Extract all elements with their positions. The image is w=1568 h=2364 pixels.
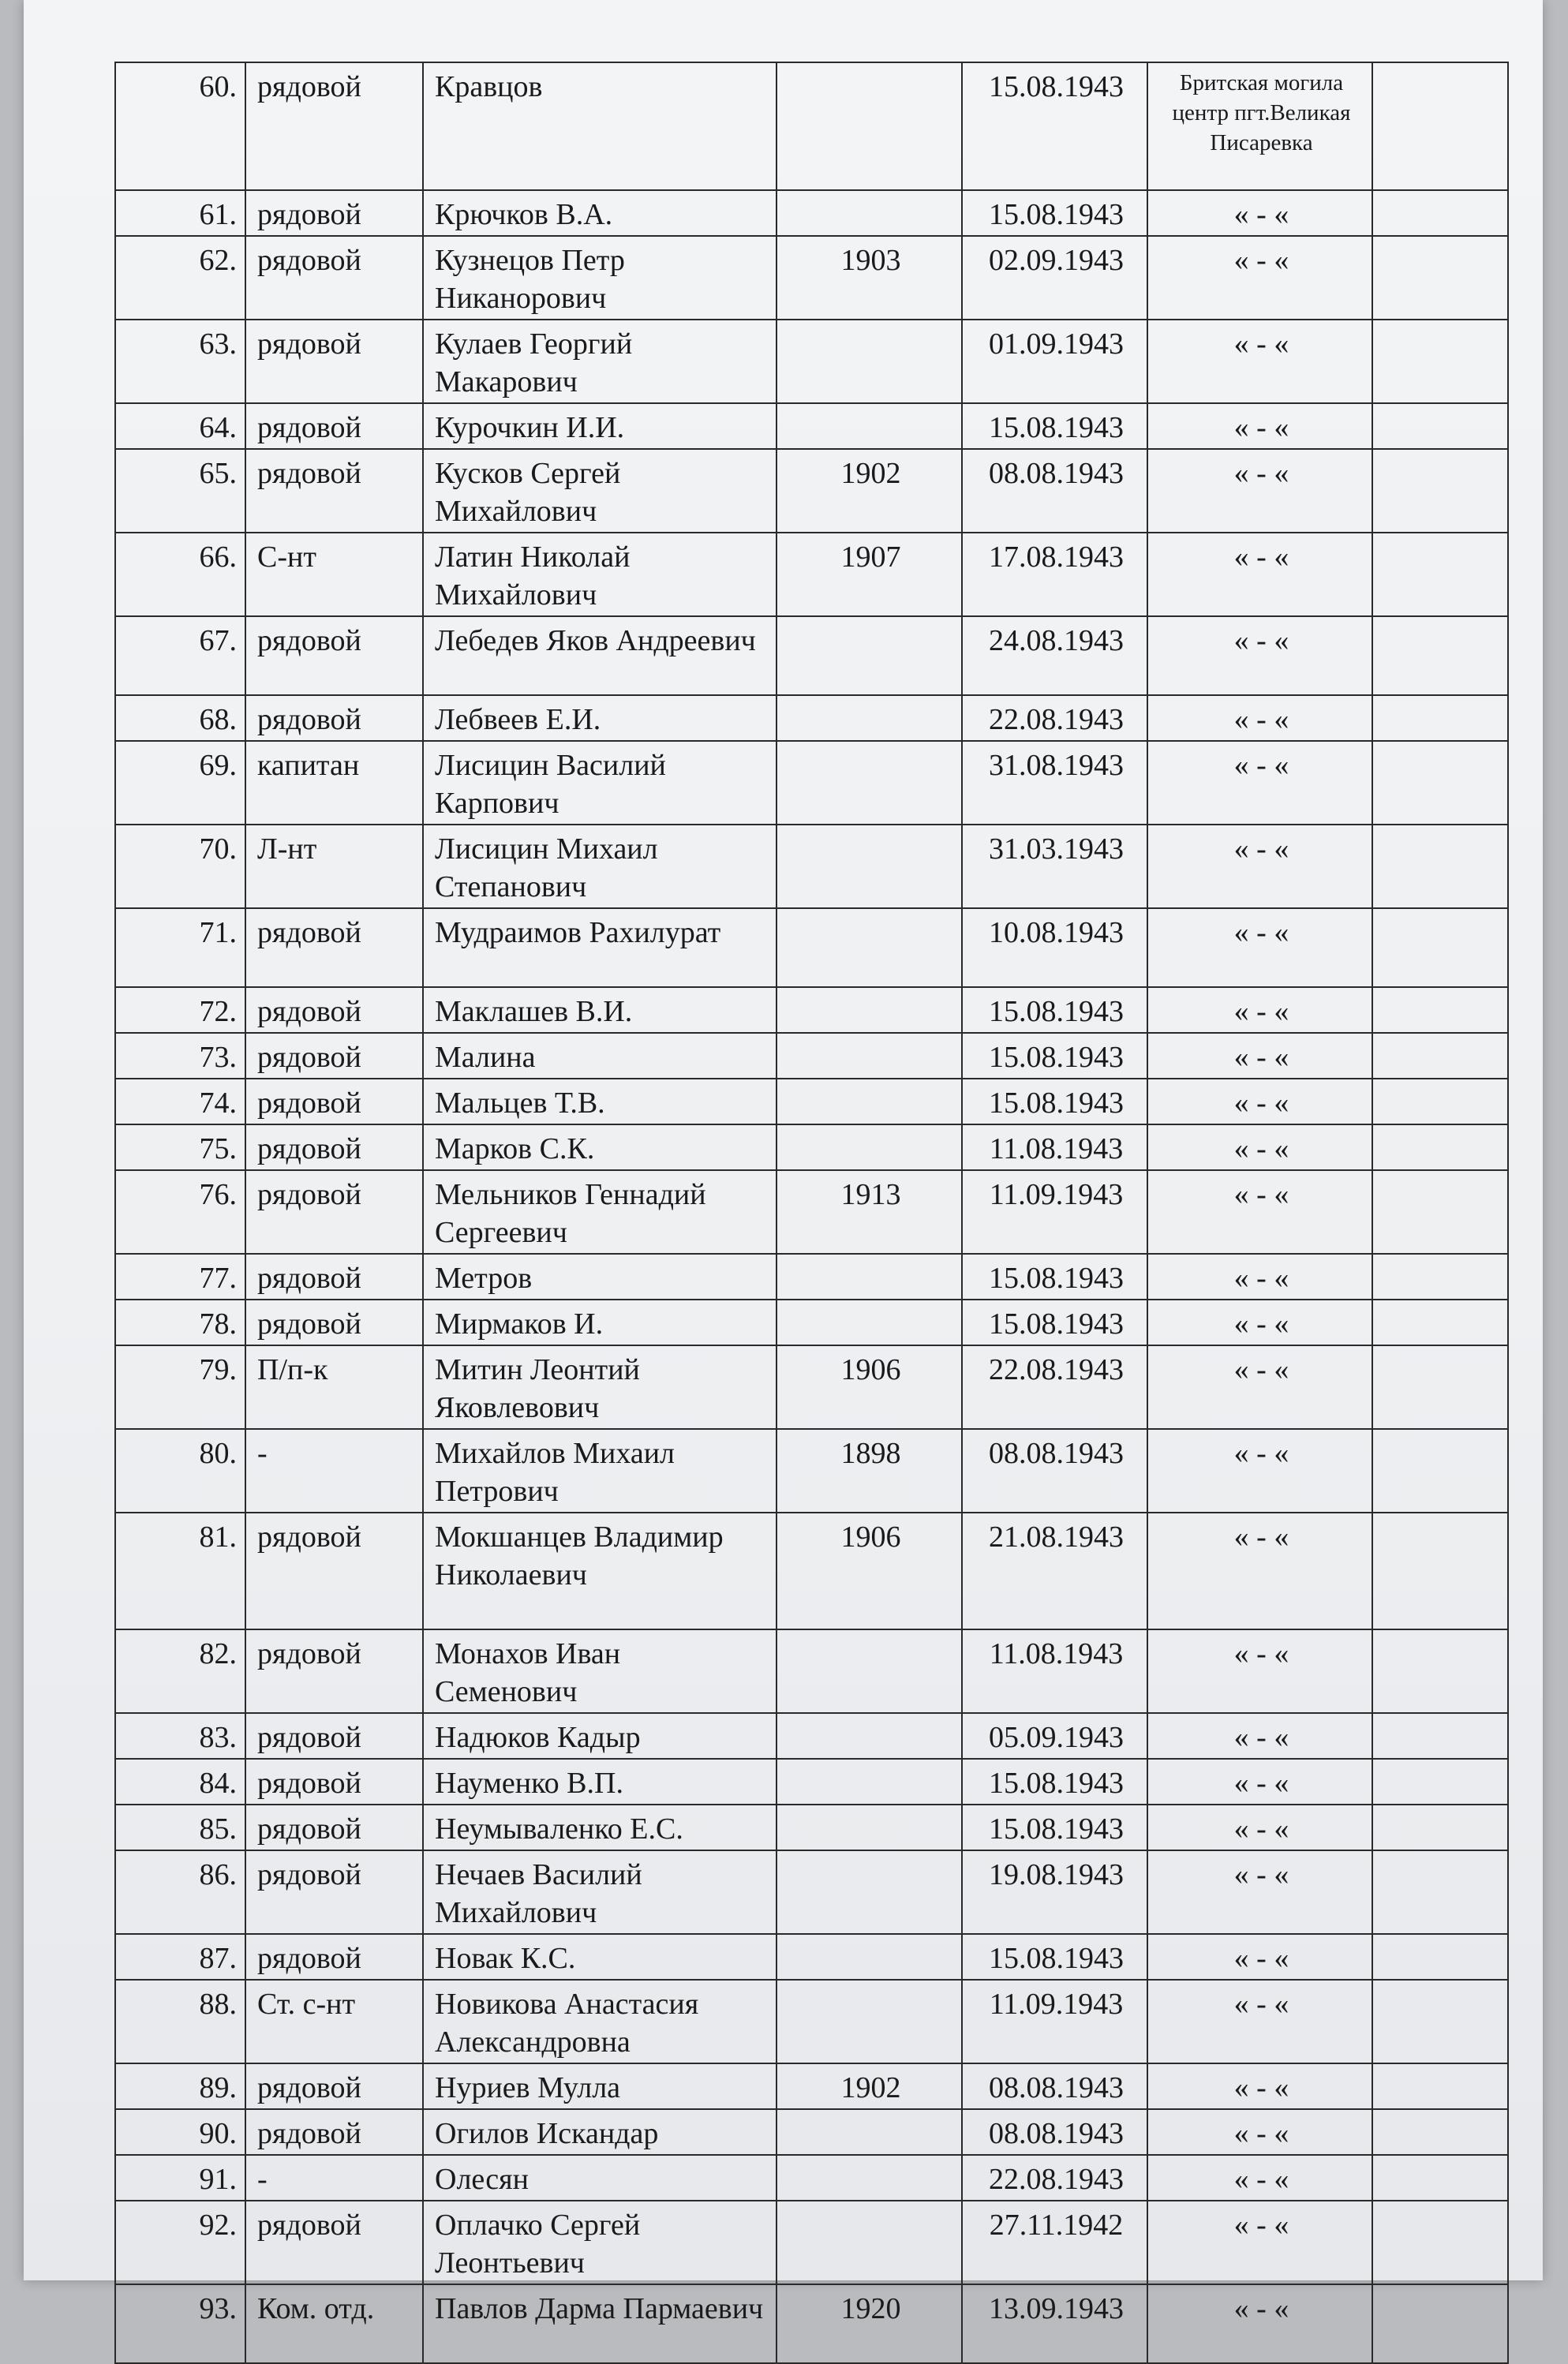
death-date-cell: 31.08.1943 [962, 741, 1147, 825]
note-cell [1372, 1170, 1508, 1254]
rank-cell: рядовой [245, 320, 423, 403]
death-date-cell: 11.09.1943 [962, 1980, 1147, 2063]
name-cell: Мудраимов Рахилурат [423, 908, 777, 987]
name-cell: Новикова Анастасия Александровна [423, 1980, 777, 2063]
table-row [115, 2155, 1508, 2201]
birth-year-cell [777, 2155, 962, 2201]
burial-place-cell: « - « [1147, 320, 1372, 403]
name-cell: Надюков Кадыр [423, 1713, 777, 1759]
rank-cell: рядовой [245, 1629, 423, 1713]
document-page [24, 0, 1543, 2325]
name-cell: Метров [423, 1254, 777, 1300]
burial-place-cell: « - « [1147, 190, 1372, 236]
name-cell: Новак К.С. [423, 1934, 777, 1980]
birth-year-cell: 1898 [777, 1429, 962, 1513]
rank-cell: капитан [245, 741, 423, 825]
burial-place-cell: « - « [1147, 741, 1372, 825]
burial-place-cell: « - « [1147, 1713, 1372, 1759]
birth-year-cell: 1913 [777, 1170, 962, 1254]
row-number: 80. [115, 1429, 245, 1513]
rank-cell: рядовой [245, 449, 423, 533]
rank-cell: Ст. с-нт [245, 1980, 423, 2063]
burial-place-cell: « - « [1147, 1170, 1372, 1254]
row-number: 70. [115, 825, 245, 908]
burial-place-cell: « - « [1147, 1345, 1372, 1429]
note-cell [1372, 1934, 1508, 1980]
birth-year-cell [777, 1124, 962, 1170]
burial-place-cell: « - « [1147, 825, 1372, 908]
name-cell: Кузнецов Петр Никанорович [423, 236, 777, 320]
burial-place-cell: « - « [1147, 695, 1372, 741]
row-number: 73. [115, 1033, 245, 1079]
rank-cell: С-нт [245, 533, 423, 616]
row-number: 81. [115, 1513, 245, 1629]
birth-year-cell [777, 741, 962, 825]
note-cell [1372, 741, 1508, 825]
death-date-cell: 10.08.1943 [962, 908, 1147, 987]
note-cell [1372, 825, 1508, 908]
rank-cell: рядовой [245, 1805, 423, 1850]
name-cell: Оплачко Сергей Леонтьевич [423, 2201, 777, 2284]
table-row [115, 1124, 1508, 1170]
birth-year-cell [777, 1254, 962, 1300]
burial-place-cell: « - « [1147, 1850, 1372, 1934]
name-cell: Лебвеев Е.И. [423, 695, 777, 741]
note-cell [1372, 236, 1508, 320]
row-number: 60. [115, 62, 245, 190]
note-cell [1372, 1805, 1508, 1850]
name-cell: Огилов Искандар [423, 2109, 777, 2155]
birth-year-cell [777, 2201, 962, 2284]
row-number: 92. [115, 2201, 245, 2284]
death-date-cell: 15.08.1943 [962, 1300, 1147, 1345]
birth-year-cell [777, 1713, 962, 1759]
burial-place-cell: « - « [1147, 2155, 1372, 2201]
burial-place-cell: « - « [1147, 1513, 1372, 1629]
death-date-cell: 15.08.1943 [962, 987, 1147, 1033]
death-date-cell: 08.08.1943 [962, 1429, 1147, 1513]
birth-year-cell: 1903 [777, 236, 962, 320]
birth-year-cell [777, 190, 962, 236]
rank-cell: рядовой [245, 695, 423, 741]
death-date-cell: 15.08.1943 [962, 1079, 1147, 1124]
burial-place-cell: « - « [1147, 1759, 1372, 1805]
note-cell [1372, 403, 1508, 449]
birth-year-cell: 1907 [777, 533, 962, 616]
table-row [115, 1759, 1508, 1805]
row-number: 85. [115, 1805, 245, 1850]
death-date-cell: 15.08.1943 [962, 62, 1147, 190]
row-number: 89. [115, 2063, 245, 2109]
note-cell [1372, 2063, 1508, 2109]
burial-place-cell: « - « [1147, 236, 1372, 320]
table-row [115, 1934, 1508, 1980]
name-cell: Маклашев В.И. [423, 987, 777, 1033]
birth-year-cell [777, 1850, 962, 1934]
name-cell: Лисицин Василий Карпович [423, 741, 777, 825]
name-cell: Неумываленко Е.С. [423, 1805, 777, 1850]
note-cell [1372, 2109, 1508, 2155]
burial-place-cell: « - « [1147, 1079, 1372, 1124]
note-cell [1372, 2201, 1508, 2284]
table-row [115, 533, 1508, 616]
burial-place-cell: « - « [1147, 1805, 1372, 1850]
rank-cell: рядовой [245, 1079, 423, 1124]
rank-cell: рядовой [245, 1124, 423, 1170]
name-cell: Лебедев Яков Андреевич [423, 616, 777, 695]
birth-year-cell [777, 1805, 962, 1850]
name-cell: Кусков Сергей Михайлович [423, 449, 777, 533]
row-number: 65. [115, 449, 245, 533]
row-number: 62. [115, 236, 245, 320]
table-row [115, 2201, 1508, 2284]
death-date-cell: 15.08.1943 [962, 190, 1147, 236]
name-cell: Нечаев Василий Михайлович [423, 1850, 777, 1934]
note-cell [1372, 533, 1508, 616]
birth-year-cell [777, 403, 962, 449]
note-cell [1372, 449, 1508, 533]
row-number: 83. [115, 1713, 245, 1759]
burial-place-cell: « - « [1147, 2063, 1372, 2109]
note-cell [1372, 1079, 1508, 1124]
note-cell [1372, 2155, 1508, 2201]
rank-cell: рядовой [245, 236, 423, 320]
name-cell: Марков С.К. [423, 1124, 777, 1170]
rank-cell: рядовой [245, 908, 423, 987]
death-date-cell: 15.08.1943 [962, 403, 1147, 449]
table-row [115, 741, 1508, 825]
birth-year-cell: 1906 [777, 1513, 962, 1629]
rank-cell: рядовой [245, 1934, 423, 1980]
name-cell: Монахов Иван Семенович [423, 1629, 777, 1713]
birth-year-cell [777, 2109, 962, 2155]
row-number: 71. [115, 908, 245, 987]
table-row [115, 1980, 1508, 2063]
row-number: 63. [115, 320, 245, 403]
rank-cell: рядовой [245, 1850, 423, 1934]
birth-year-cell [777, 62, 962, 190]
table-row [115, 1254, 1508, 1300]
burial-roster-table [114, 62, 1509, 2364]
rank-cell: рядовой [245, 987, 423, 1033]
table-row [115, 236, 1508, 320]
row-number: 74. [115, 1079, 245, 1124]
note-cell [1372, 1300, 1508, 1345]
death-date-cell: 15.08.1943 [962, 1805, 1147, 1850]
burial-place-cell: « - « [1147, 987, 1372, 1033]
name-cell: Нуриев Мулла [423, 2063, 777, 2109]
burial-place-cell: « - « [1147, 2284, 1372, 2363]
name-cell: Науменко В.П. [423, 1759, 777, 1805]
table-row [115, 2109, 1508, 2155]
rank-cell: рядовой [245, 1513, 423, 1629]
row-number: 76. [115, 1170, 245, 1254]
death-date-cell: 01.09.1943 [962, 320, 1147, 403]
death-date-cell: 02.09.1943 [962, 236, 1147, 320]
row-number: 67. [115, 616, 245, 695]
table-row [115, 1170, 1508, 1254]
note-cell [1372, 1850, 1508, 1934]
table-row [115, 1805, 1508, 1850]
birth-year-cell: 1920 [777, 2284, 962, 2363]
name-cell: Лисицин Михаил Степанович [423, 825, 777, 908]
name-cell: Митин Леонтий Яковлевович [423, 1345, 777, 1429]
rank-cell: рядовой [245, 1713, 423, 1759]
name-cell: Кравцов [423, 62, 777, 190]
death-date-cell: 27.11.1942 [962, 2201, 1147, 2284]
row-number: 88. [115, 1980, 245, 2063]
death-date-cell: 24.08.1943 [962, 616, 1147, 695]
birth-year-cell [777, 1629, 962, 1713]
table-row [115, 825, 1508, 908]
row-number: 69. [115, 741, 245, 825]
row-number: 68. [115, 695, 245, 741]
death-date-cell: 19.08.1943 [962, 1850, 1147, 1934]
burial-place-cell: « - « [1147, 1980, 1372, 2063]
row-number: 64. [115, 403, 245, 449]
name-cell: Мальцев Т.В. [423, 1079, 777, 1124]
rank-cell: рядовой [245, 1300, 423, 1345]
row-number: 72. [115, 987, 245, 1033]
rank-cell: рядовой [245, 2109, 423, 2155]
death-date-cell: 21.08.1943 [962, 1513, 1147, 1629]
burial-place-cell: « - « [1147, 616, 1372, 695]
rank-cell: рядовой [245, 190, 423, 236]
row-number: 66. [115, 533, 245, 616]
burial-place-cell: Бритская могила центр пгт.Великая Писаревка [1147, 62, 1372, 190]
note-cell [1372, 1629, 1508, 1713]
death-date-cell: 13.09.1943 [962, 2284, 1147, 2363]
rank-cell: Ком. отд. [245, 2284, 423, 2363]
row-number: 78. [115, 1300, 245, 1345]
name-cell: Латин Николай Михайлович [423, 533, 777, 616]
rank-cell: рядовой [245, 403, 423, 449]
table-row [115, 908, 1508, 987]
row-number: 82. [115, 1629, 245, 1713]
note-cell [1372, 1980, 1508, 2063]
death-date-cell: 08.08.1943 [962, 2063, 1147, 2109]
rank-cell: рядовой [245, 2063, 423, 2109]
table-row [115, 1629, 1508, 1713]
table-row [115, 403, 1508, 449]
note-cell [1372, 1713, 1508, 1759]
burial-place-cell: « - « [1147, 1934, 1372, 1980]
burial-place-cell: « - « [1147, 1429, 1372, 1513]
note-cell [1372, 616, 1508, 695]
burial-place-cell: « - « [1147, 403, 1372, 449]
burial-place-cell: « - « [1147, 449, 1372, 533]
death-date-cell: 22.08.1943 [962, 1345, 1147, 1429]
row-number: 87. [115, 1934, 245, 1980]
table-row [115, 1713, 1508, 1759]
table-row [115, 1300, 1508, 1345]
row-number: 75. [115, 1124, 245, 1170]
death-date-cell: 31.03.1943 [962, 825, 1147, 908]
note-cell [1372, 987, 1508, 1033]
row-number: 79. [115, 1345, 245, 1429]
rank-cell: рядовой [245, 1254, 423, 1300]
table-row [115, 1033, 1508, 1079]
table-row [115, 1850, 1508, 1934]
death-date-cell: 22.08.1943 [962, 695, 1147, 741]
death-date-cell: 22.08.1943 [962, 2155, 1147, 2201]
birth-year-cell: 1906 [777, 1345, 962, 1429]
name-cell: Крючков В.А. [423, 190, 777, 236]
table-row [115, 695, 1508, 741]
row-number: 93. [115, 2284, 245, 2363]
burial-place-cell: « - « [1147, 908, 1372, 987]
birth-year-cell [777, 1300, 962, 1345]
row-number: 90. [115, 2109, 245, 2155]
name-cell: Мокшанцев Владимир Николаевич [423, 1513, 777, 1629]
note-cell [1372, 1759, 1508, 1805]
table-row [115, 1345, 1508, 1429]
row-number: 84. [115, 1759, 245, 1805]
birth-year-cell [777, 1934, 962, 1980]
note-cell [1372, 908, 1508, 987]
burial-place-cell: « - « [1147, 2109, 1372, 2155]
note-cell [1372, 320, 1508, 403]
name-cell: Олесян [423, 2155, 777, 2201]
rank-cell: рядовой [245, 62, 423, 190]
table-row [115, 1079, 1508, 1124]
name-cell: Павлов Дарма Пармаевич [423, 2284, 777, 2363]
death-date-cell: 15.08.1943 [962, 1759, 1147, 1805]
note-cell [1372, 190, 1508, 236]
death-date-cell: 17.08.1943 [962, 533, 1147, 616]
note-cell [1372, 62, 1508, 190]
note-cell [1372, 1254, 1508, 1300]
rank-cell: - [245, 1429, 423, 1513]
birth-year-cell [777, 825, 962, 908]
birth-year-cell [777, 616, 962, 695]
death-date-cell: 15.08.1943 [962, 1934, 1147, 1980]
table-row [115, 616, 1508, 695]
birth-year-cell [777, 1759, 962, 1805]
rank-cell: рядовой [245, 1033, 423, 1079]
table-row [115, 320, 1508, 403]
table-row [115, 190, 1508, 236]
birth-year-cell [777, 987, 962, 1033]
burial-place-cell: « - « [1147, 1300, 1372, 1345]
rank-cell: Л-нт [245, 825, 423, 908]
note-cell [1372, 1124, 1508, 1170]
note-cell [1372, 1513, 1508, 1629]
table-row [115, 1513, 1508, 1629]
table-row [115, 2063, 1508, 2109]
rank-cell: рядовой [245, 2201, 423, 2284]
table-row [115, 2284, 1508, 2363]
burial-place-cell: « - « [1147, 1124, 1372, 1170]
name-cell: Кулаев Георгий Макарович [423, 320, 777, 403]
name-cell: Курочкин И.И. [423, 403, 777, 449]
death-date-cell: 15.08.1943 [962, 1254, 1147, 1300]
rank-cell: - [245, 2155, 423, 2201]
table-row [115, 1429, 1508, 1513]
rank-cell: рядовой [245, 1170, 423, 1254]
name-cell: Михайлов Михаил Петрович [423, 1429, 777, 1513]
death-date-cell: 11.09.1943 [962, 1170, 1147, 1254]
row-number: 61. [115, 190, 245, 236]
death-date-cell: 11.08.1943 [962, 1629, 1147, 1713]
birth-year-cell [777, 695, 962, 741]
burial-place-cell: « - « [1147, 533, 1372, 616]
birth-year-cell [777, 1980, 962, 2063]
note-cell [1372, 1033, 1508, 1079]
birth-year-cell: 1902 [777, 2063, 962, 2109]
table-row [115, 62, 1508, 190]
burial-place-cell: « - « [1147, 1033, 1372, 1079]
name-cell: Мельников Геннадий Сергеевич [423, 1170, 777, 1254]
note-cell [1372, 1429, 1508, 1513]
row-number: 86. [115, 1850, 245, 1934]
death-date-cell: 08.08.1943 [962, 449, 1147, 533]
death-date-cell: 05.09.1943 [962, 1713, 1147, 1759]
birth-year-cell [777, 908, 962, 987]
table-row [115, 987, 1508, 1033]
death-date-cell: 11.08.1943 [962, 1124, 1147, 1170]
birth-year-cell [777, 1033, 962, 1079]
death-date-cell: 15.08.1943 [962, 1033, 1147, 1079]
name-cell: Мирмаков И. [423, 1300, 777, 1345]
birth-year-cell [777, 1079, 962, 1124]
table-row [115, 449, 1508, 533]
name-cell: Малина [423, 1033, 777, 1079]
note-cell [1372, 695, 1508, 741]
death-date-cell: 08.08.1943 [962, 2109, 1147, 2155]
row-number: 77. [115, 1254, 245, 1300]
burial-place-cell: « - « [1147, 2201, 1372, 2284]
burial-place-cell: « - « [1147, 1254, 1372, 1300]
note-cell [1372, 2284, 1508, 2363]
note-cell [1372, 1345, 1508, 1429]
rank-cell: рядовой [245, 1759, 423, 1805]
birth-year-cell [777, 320, 962, 403]
rank-cell: П/п-к [245, 1345, 423, 1429]
burial-place-cell: « - « [1147, 1629, 1372, 1713]
rank-cell: рядовой [245, 616, 423, 695]
row-number: 91. [115, 2155, 245, 2201]
birth-year-cell: 1902 [777, 449, 962, 533]
